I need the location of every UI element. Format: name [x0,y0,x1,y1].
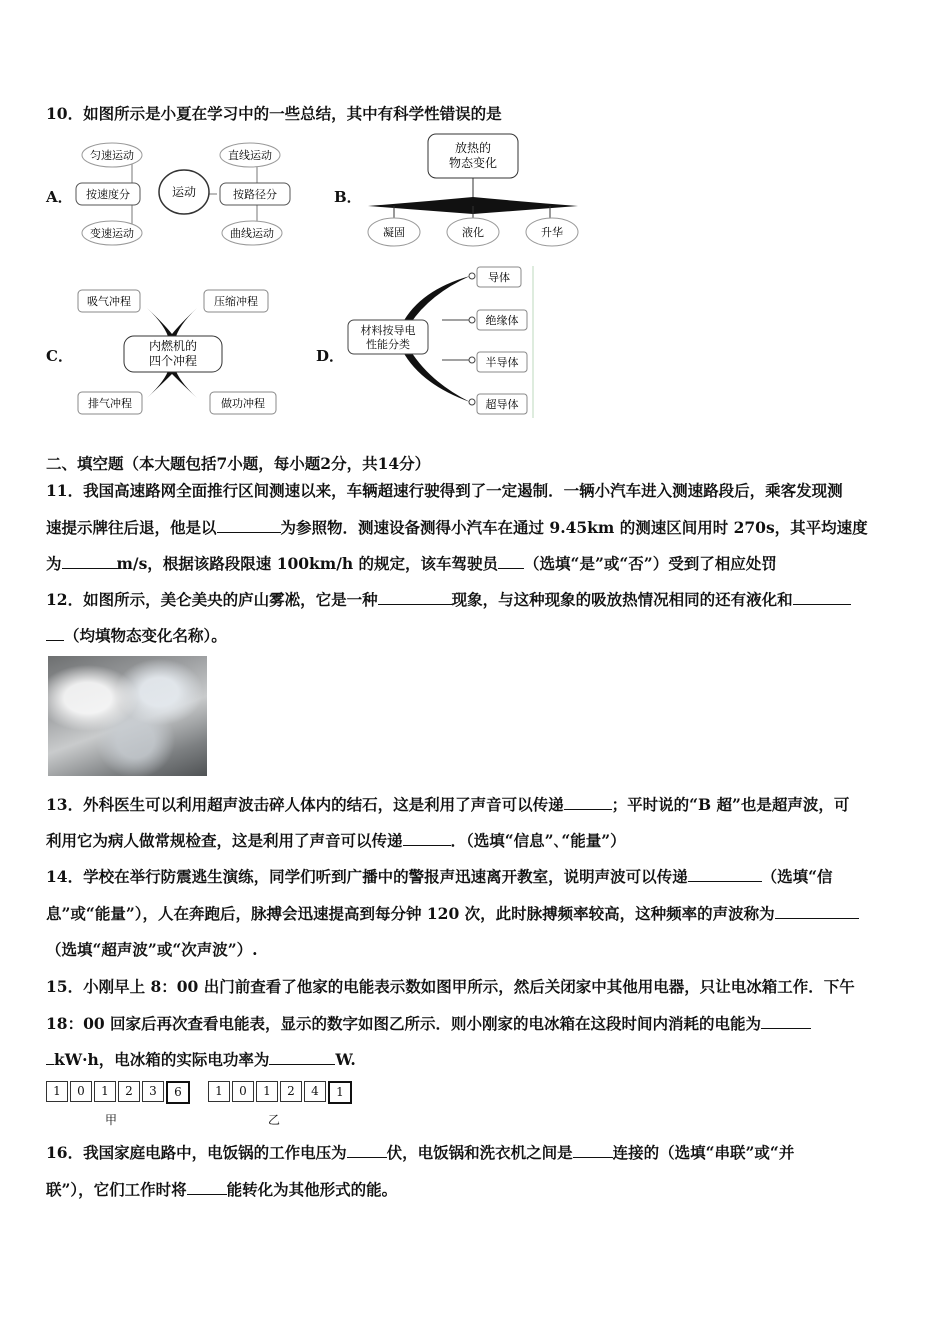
q16-blank-1 [347,1143,387,1158]
q11-line-3 [46,552,777,574]
q11-line-1: 11．我国高速路网全面推行区间测速以来，车辆超速行驶得到了一定遏制．一辆小汽车进入测速路段后，乘客发现测 [46,481,843,500]
node-left-top-text: 匀速运动 [90,149,134,162]
node-left-bottom-text: 变速运动 [90,227,134,240]
meter-yi-digit-5: 4 [304,1081,326,1102]
q13-text-1a: 13．外科医生可以利用超声波击碎人体内的结石，这是利用了声音可以传递 [46,795,564,814]
node-right-top-text: 直线运动 [228,149,272,162]
q14-text-1a: 14．学校在举行防震逃生演练，同学们听到广播中的警报声迅速离开教室，说明声波可以传递 [46,867,688,886]
meter-yi-digit-4: 2 [280,1081,302,1102]
q16-text-1c: 连接的（选填“串联”或“并 [612,1143,795,1162]
q15-text-3a: kW·h，电冰箱的实际电功率为 [54,1050,270,1069]
q15-text-2: 18：00 回家后再次查看电能表，显示的数字如图乙所示．则小刚家的电冰箱在这段时间内消耗的电能为 [46,1014,762,1033]
q14-line-1 [46,865,833,887]
node-center-text-2: 四个冲程 [148,354,198,368]
node-item-3-text: 升华 [541,226,563,239]
option-b-label: B． [334,188,362,206]
q15-blank-1b [46,1050,54,1065]
meter-yi-digit-2: 0 [232,1081,254,1102]
q11-text-3c: （选填“是”或“否”）受到了相应处罚 [524,554,777,573]
q11-blank-2 [62,554,117,569]
node-center-text-1: 材料按导电 [360,324,416,337]
node-item-3-text: 排气冲程 [88,397,132,410]
node-left-mid-text: 按速度分 [86,188,130,201]
meter-jia-caption: 甲 [105,1113,118,1127]
meter-yi [208,1081,354,1104]
node-item-4-text: 超导体 [485,398,519,411]
node-item-2-text: 压缩冲程 [214,295,258,308]
meter-yi-digit-3: 1 [256,1081,278,1102]
q15-line-2 [46,1012,811,1034]
q11-text-2a: 速提示牌往后退，他是以 [46,518,217,537]
node-item-1-text: 吸气冲程 [87,295,131,308]
meter-jia [46,1081,192,1104]
q12-line-1 [46,588,851,610]
node-top-text-1: 放热的 [454,141,492,155]
q11-line-2 [46,516,868,538]
q12-text-2: （均填物态变化名称）。 [64,626,227,645]
node-item-2-text: 液化 [462,226,484,239]
meter-jia-digit-5: 3 [142,1081,164,1102]
option-c-diagram [72,284,282,420]
meter-yi-digit-6: 1 [328,1081,352,1104]
q11-text-2b: 为参照物．测速设备测得小汽车在通过 9.45km 的测速区间用时 270s，其平均速度 [280,518,868,537]
q16-text-1a: 16．我国家庭电路中，电饭锅的工作电压为 [46,1143,347,1162]
q10-stem: 10．如图所示是小夏在学习中的一些总结，其中有科学性错误的是 [46,104,502,123]
q12-line-2 [46,624,227,646]
q14-blank-2 [775,904,859,919]
q14-blank-1 [688,867,762,882]
q11-text-3a: 为 [46,554,62,573]
option-b-diagram [360,132,590,252]
option-c-label: C． [46,347,73,365]
node-item-2-text: 绝缘体 [485,314,519,327]
meter-jia-digit-3: 1 [94,1081,116,1102]
q16-text-2a: 联”），它们工作时将 [46,1180,187,1199]
q14-line-3: （选填“超声波”或“次声波”）. [46,940,258,959]
q16-text-1b: 伏，电饭锅和洗衣机之间是 [386,1143,573,1162]
q15-line-3 [46,1048,356,1070]
node-item-4-text: 做功冲程 [221,397,265,410]
node-center-text-1: 内燃机的 [148,339,198,353]
q12-blank-1 [378,590,452,605]
q13-text-2a: 利用它为病人做常规检查，这是利用了声音可以传递 [46,831,403,850]
q12-blank-2a [793,590,851,605]
q13-text-2b: ．（选填“信息”､“能量”） [450,831,626,850]
meter-jia-digit-4: 2 [118,1081,140,1102]
section-2-title: 二、填空题（本大题包括7小题，每小题2分，共14分） [46,454,431,473]
q15-line-1: 15．小刚早上 8：00 出门前查看了他家的电能表示数如图甲所示，然后关闭家中其他用电器，只让电冰箱工作．下午 [46,977,855,996]
q11-blank-3 [498,554,524,569]
q12-blank-2b [46,626,64,641]
q11-text-3b: m/s，根据该路段限速 100km/h 的规定，该车驾驶员 [116,554,499,573]
node-center-text: 运动 [171,185,197,199]
node-top-text-2: 物态变化 [448,156,498,170]
meter-jia-digit-1: 1 [46,1081,68,1102]
meter-yi-digit-1: 1 [208,1081,230,1102]
option-a-label: A． [46,188,73,206]
rime-photo [48,656,207,776]
q16-line-2 [46,1178,397,1200]
q12-text-1a: 12．如图所示，美仑美央的庐山雾凇，它是一种 [46,590,378,609]
q13-blank-1 [564,795,612,810]
node-right-mid-text: 按路径分 [233,188,277,201]
q14-line-2 [46,902,859,924]
q16-text-2b: 能转化为其他形式的能。 [226,1180,398,1199]
node-right-bottom-text: 曲线运动 [230,227,274,240]
meter-yi-caption: 乙 [268,1113,281,1127]
q16-line-1 [46,1141,794,1163]
q16-blank-3 [187,1180,227,1195]
option-d-diagram [342,262,542,422]
q14-text-1b: （选填“信 [761,867,833,886]
q15-blank-1a [761,1014,811,1029]
node-center-text-2: 性能分类 [366,338,410,351]
q13-line-2 [46,829,626,851]
meter-jia-digit-6: 6 [166,1081,190,1104]
q13-text-1b: ；平时说的“B 超”也是超声波，可 [611,795,850,814]
q11-blank-1 [217,518,281,533]
option-a-diagram [72,138,302,250]
option-d-label: D． [316,347,345,365]
q15-text-3b: W. [335,1050,356,1069]
meter-jia-digit-2: 0 [70,1081,92,1102]
q14-text-2a: 息”或“能量”），人在奔跑后，脉搏会迅速提高到每分钟 120 次，此时脉搏频率较高，这种频率的声波称为 [46,904,775,923]
q13-line-1 [46,793,849,815]
q15-blank-2 [269,1050,335,1065]
node-item-1-text: 凝固 [383,226,405,239]
node-item-1-text: 导体 [488,271,510,284]
q12-text-1b: 现象，与这种现象的吸放热情况相同的还有液化和 [451,590,793,609]
node-item-3-text: 半导体 [485,356,519,369]
q16-blank-2 [573,1143,613,1158]
q13-blank-2 [403,831,451,846]
